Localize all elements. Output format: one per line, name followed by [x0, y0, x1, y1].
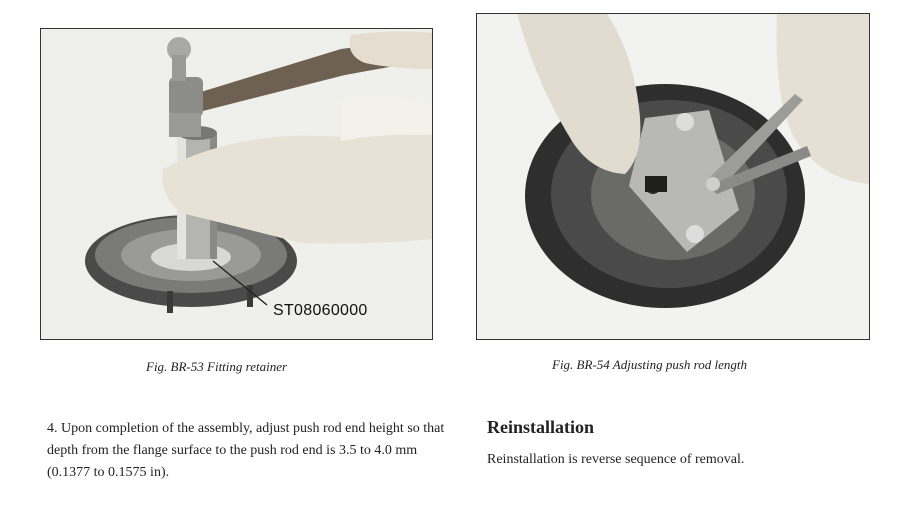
figure-caption: Fig. BR-54 Adjusting push rod length — [552, 357, 747, 372]
section-body: Reinstallation is reverse sequence of removal. — [487, 452, 745, 467]
section-heading: Reinstallation — [487, 417, 595, 437]
step-4-instruction: 4. Upon completion of the assembly, adjust push rod end height so that depth from the flange surface to the push rod end is 3.5 to 4.0 mm (0.1377 to 0.1575 in). — [47, 421, 445, 480]
figure-fitting-retainer — [40, 28, 433, 340]
figure-caption: Fig. BR-53 Fitting retainer — [146, 359, 288, 374]
part-number-label: ST08060000 — [273, 302, 368, 319]
adjusting-push-rod-photo — [477, 14, 869, 339]
fitting-retainer-photo — [41, 29, 432, 339]
figure-adjusting-push-rod — [476, 13, 870, 340]
